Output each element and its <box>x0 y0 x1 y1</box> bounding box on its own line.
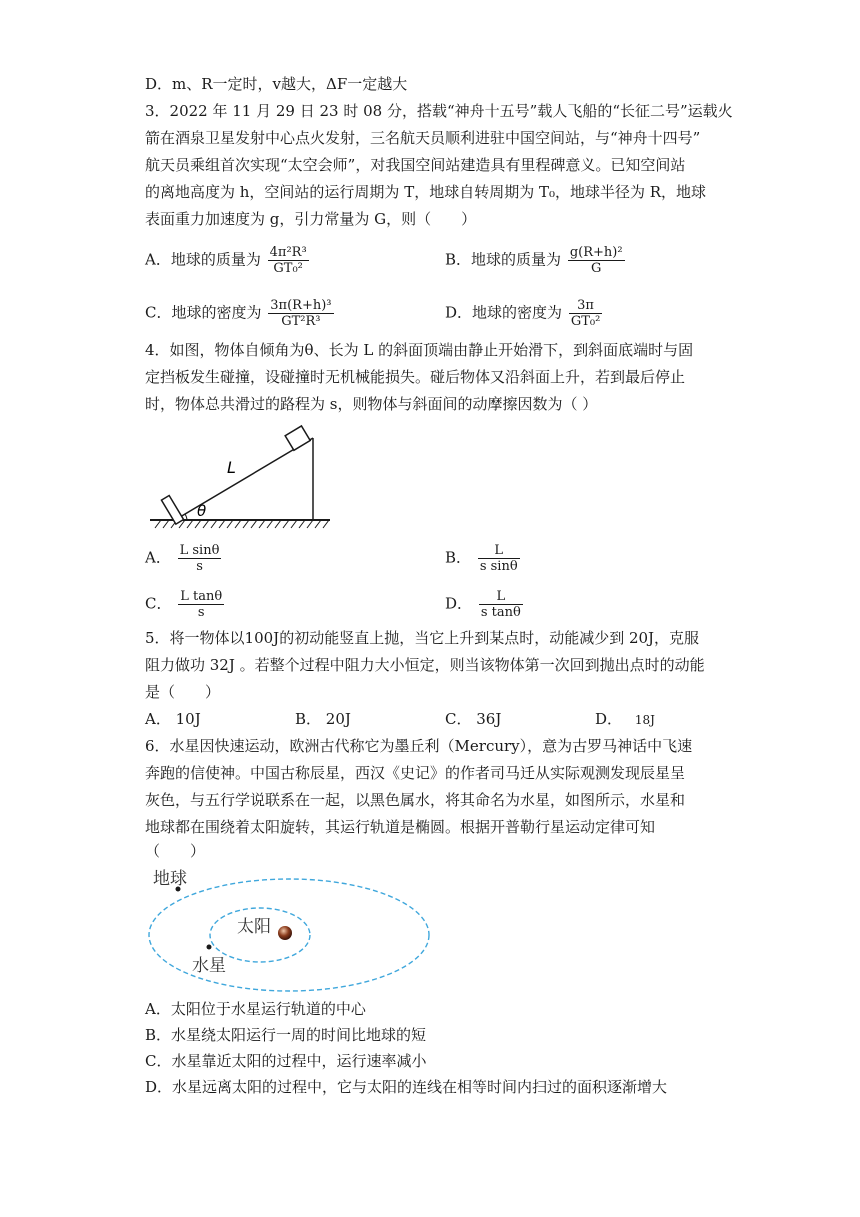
q4-option-b-den: s sinθ <box>479 559 518 574</box>
q6-option-a[interactable]: A．太阳位于水星运行轨道的中心 <box>145 1000 366 1018</box>
orbit-figure <box>145 862 435 997</box>
q5-option-d-label: D． <box>595 710 623 728</box>
q4-option-c[interactable] <box>145 589 226 620</box>
q3-option-d-den: GT₀² <box>570 314 601 329</box>
q3-option-b-num: g(R+h)² <box>569 245 623 260</box>
q3-option-b-den: G <box>590 261 602 276</box>
q3-option-c[interactable] <box>145 298 336 329</box>
mercury-label: 水星 <box>192 956 226 976</box>
q3-option-c-num: 3π(R+h)³ <box>270 298 332 313</box>
q4-option-a-den: s <box>196 559 203 574</box>
q3-stem-line-3: 航天员乘组首次实现“太空会师”，对我国空间站建造具有里程碑意义。已知空间站 <box>145 156 686 174</box>
q5-option-a[interactable]: A． 10J <box>145 710 201 728</box>
q5-option-d[interactable] <box>595 708 655 731</box>
sun-icon <box>278 926 292 940</box>
q3-stem-line-2: 箭在酒泉卫星发射中心点火发射，三名航天员顺利进驻中国空间站，与“神舟十四号” <box>145 129 701 147</box>
q4-option-d-den: s tanθ <box>480 605 521 620</box>
q4-option-a[interactable] <box>145 543 223 574</box>
q3-option-d-text: D．地球的密度为 <box>445 303 563 322</box>
q4-option-b-label: B． <box>445 548 472 567</box>
q3-option-b[interactable] <box>445 245 627 276</box>
q4-option-d-num: L <box>479 589 523 605</box>
mercury-dot <box>207 945 212 950</box>
q4-stem-line-1: 4．如图，物体自倾角为θ、长为 L 的斜面顶端由静止开始滑下，到斜面底端时与固 <box>145 341 694 359</box>
q4-option-d[interactable] <box>445 589 525 620</box>
q4-option-b-fraction <box>478 543 520 574</box>
q5-option-c[interactable]: C． 36J <box>445 710 502 728</box>
q4-option-d-label: D． <box>445 594 473 613</box>
sun-label: 太阳 <box>237 917 271 937</box>
q4-option-a-label: A． <box>145 548 171 567</box>
q3-option-c-den: GT²R³ <box>281 314 321 329</box>
q3-option-d-fraction <box>569 298 602 329</box>
q3-option-c-fraction <box>268 298 333 329</box>
q4-option-c-fraction <box>178 589 224 620</box>
q6-option-d[interactable]: D．水星远离太阳的过程中，它与太阳的连线在相等时间内扫过的面积逐渐增大 <box>145 1078 668 1096</box>
q4-option-b-num: L <box>478 543 520 559</box>
q5-stem-line-1: 5．将一物体以100J的初动能竖直上抛，当它上升到某点时，动能减少到 20J，克服 <box>145 629 700 647</box>
q3-option-c-text: C．地球的密度为 <box>145 303 262 322</box>
earth-label: 地球 <box>153 869 187 889</box>
length-label: L <box>227 458 236 477</box>
q4-stem-line-3: 时，物体总共滑过的路程为 s，则物体与斜面间的动摩擦因数为（ ） <box>145 395 598 413</box>
q4-option-a-fraction <box>178 543 222 574</box>
q3-stem-line-5: 表面重力加速度为 g，引力常量为 G，则（ ） <box>145 210 477 228</box>
sliding-block <box>285 426 310 450</box>
q4-option-d-fraction <box>479 589 523 620</box>
q5-option-b[interactable]: B． 20J <box>295 710 351 728</box>
q4-option-c-num: L tanθ <box>180 589 223 604</box>
q4-option-c-den: s <box>197 605 205 620</box>
q3-option-d[interactable] <box>445 298 604 329</box>
q5-stem-line-2: 阻力做功 32J 。若整个过程中阻力大小恒定，则当该物体第一次回到抛出点时的动能 <box>145 656 705 674</box>
theta-label: θ <box>197 502 207 520</box>
q3-option-a-text: A．地球的质量为 <box>145 250 261 269</box>
q3-option-a-num: 4π²R³ <box>269 245 307 260</box>
q6-stem-line-3: 灰色，与五行学说联系在一起，以黑色属水，将其命名为水星，如图所示，水星和 <box>145 791 686 809</box>
q3-stem-line-4: 的离地高度为 h，空间站的运行周期为 T，地球自转周期为 T₀，地球半径为 R，地球 <box>145 183 707 201</box>
q4-option-b[interactable] <box>445 543 522 574</box>
incline-surface <box>175 438 313 520</box>
q2-option-d: D．m、R一定时，v越大，ΔF一定越大 <box>145 75 408 93</box>
q3-option-a[interactable] <box>145 245 311 276</box>
q3-option-b-text: B．地球的质量为 <box>445 250 562 269</box>
q4-option-a-num: L sinθ <box>179 543 220 558</box>
q6-stem-line-1: 6．水星因快速运动，欧洲古代称它为墨丘利（Mercury），意为古罗马神话中飞速 <box>145 737 693 755</box>
q5-stem-line-3: 是（ ） <box>145 683 221 701</box>
q6-option-b[interactable]: B．水星绕太阳运行一周的时间比地球的短 <box>145 1026 427 1044</box>
q3-option-a-fraction <box>268 245 309 276</box>
q3-option-a-den: GT₀² <box>273 261 303 276</box>
q6-stem-line-5: （ ） <box>145 842 206 860</box>
q5-option-d-value: 18J <box>634 713 655 727</box>
q3-stem-line-1: 3．2022 年 11 月 29 日 23 时 08 分，搭载“神舟十五号”载人飞船的“长征二号”运载火 <box>145 102 733 120</box>
q4-option-c-label: C． <box>145 594 172 613</box>
incline-figure <box>145 418 345 533</box>
q6-stem-line-4: 地球都在围绕着太阳旋转，其运行轨道是椭圆。根据开普勒行星运动定律可知 <box>145 818 656 836</box>
q6-option-c[interactable]: C．水星靠近太阳的过程中，运行速率减小 <box>145 1052 427 1070</box>
q6-stem-line-2: 奔跑的信使神。中国古称辰星，西汉《史记》的作者司马迁从实际观测发现辰星呈 <box>145 764 686 782</box>
q4-stem-line-2: 定挡板发生碰撞，设碰撞时无机械能损失。碰后物体又沿斜面上升，若到最后停止 <box>145 368 686 386</box>
q3-option-d-num: 3π <box>569 298 602 314</box>
q3-option-b-fraction <box>568 245 625 276</box>
